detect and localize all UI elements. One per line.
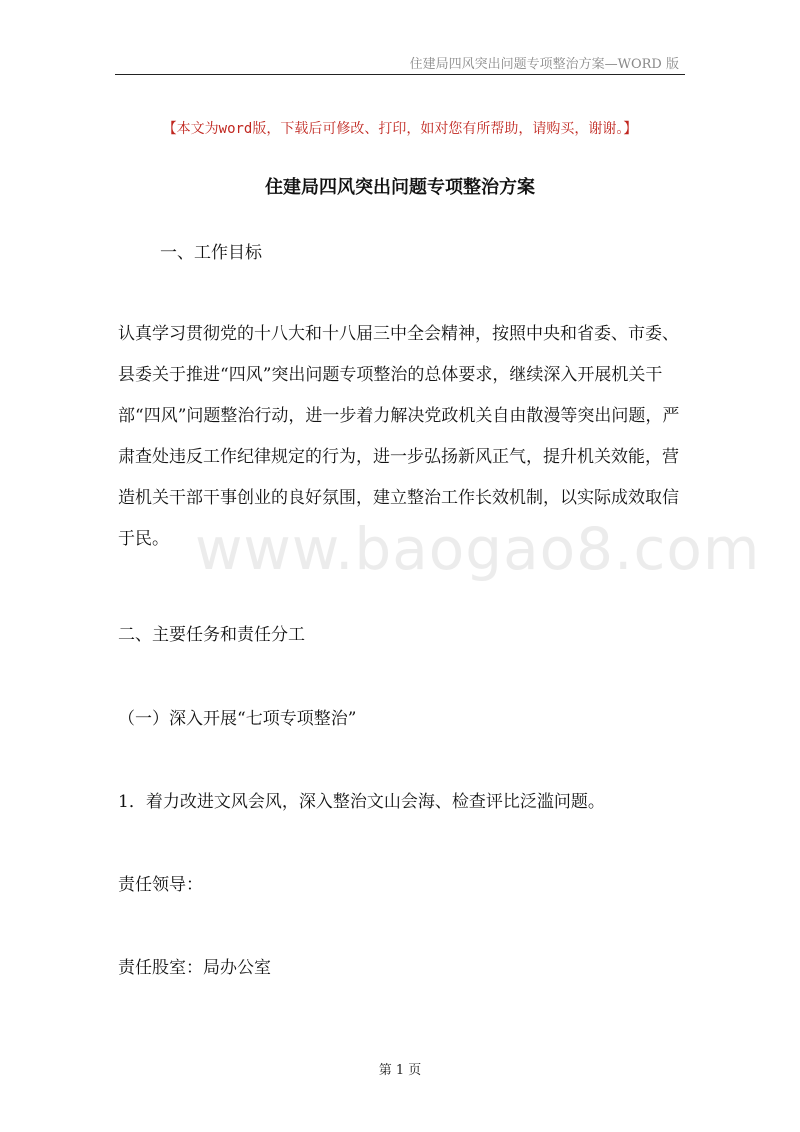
running-title: 住建局四风突出问题专项整治方案—WORD 版 bbox=[409, 57, 679, 72]
page-header bbox=[115, 50, 685, 75]
responsible-leader: 责任领导： bbox=[118, 875, 203, 895]
document-title: 住建局四风突出问题专项整治方案 bbox=[265, 177, 535, 198]
watermark: www.baogao8.com bbox=[195, 515, 761, 583]
responsible-department: 责任股室：局办公室 bbox=[118, 958, 271, 978]
purchase-notice: 【本文为word版，下载后可修改、打印，如对您有所帮助，请购买，谢谢。】 bbox=[162, 121, 638, 137]
goal-paragraph: 认真学习贯彻党的十八大和十八届三中全会精神，按照中央和省委、市委、县委关于推进“四风”突出问题专项整治的总体要求，继续深入开展机关干部“四风”问题整治行动，进一步着力解决党政机关自由散漫等突出问题，严肃查处违反工作纪律规定的行为，进一步弘扬新风正气，提升机关效能，营造机关干部干事创业的良好氛围，建立整治工作长效机制，以实际成效取信于民。 bbox=[118, 324, 680, 549]
task-item: 1．着力改进文风会风，深入整治文山会海、检查评比泛滥问题。 bbox=[118, 792, 605, 812]
subsection-heading: （一）深入开展“七项专项整治” bbox=[118, 709, 357, 729]
section-goal-heading: 一、工作目标 bbox=[160, 243, 262, 263]
page-number: 第 1 页 bbox=[378, 1063, 422, 1078]
section-tasks-heading: 二、主要任务和责任分工 bbox=[118, 625, 305, 645]
